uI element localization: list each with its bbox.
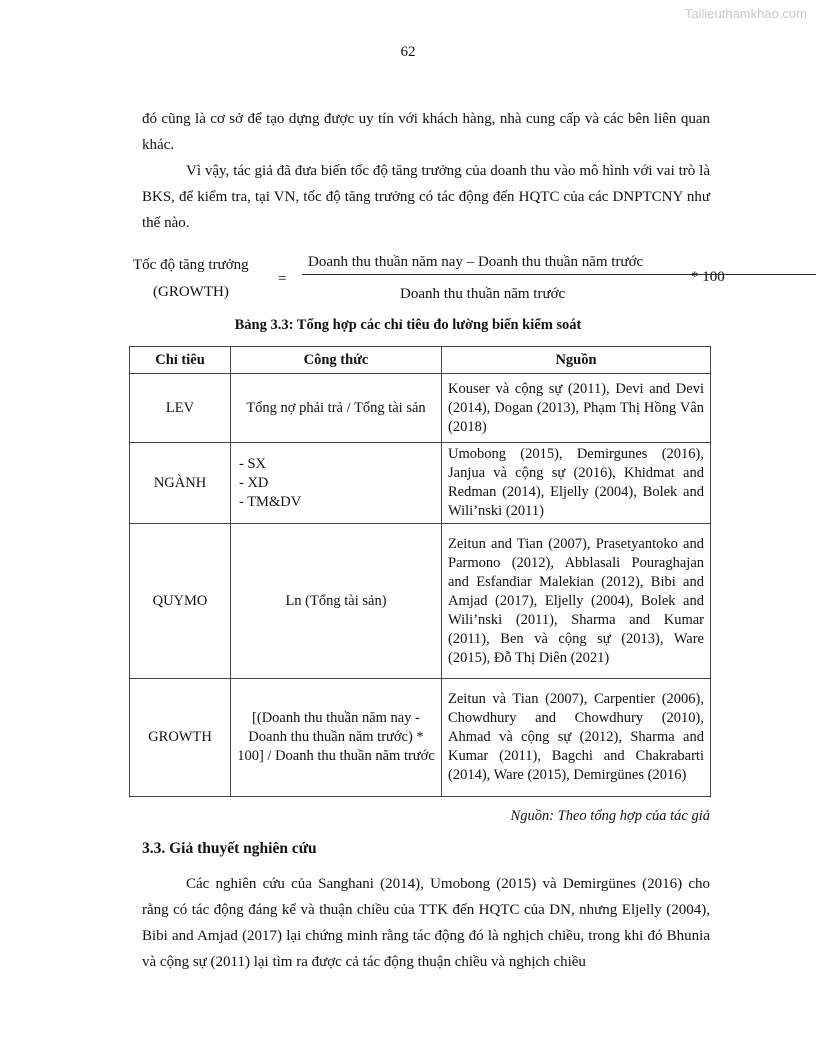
- row-indicator: GROWTH: [130, 679, 231, 797]
- industry-item: - XD: [239, 474, 269, 491]
- table-caption: Bảng 3.3: Tổng hợp các chỉ tiêu đo lường biến kiểm soát: [234, 317, 582, 333]
- watermark: Tailieuthamkhao.com: [684, 6, 807, 21]
- paragraph-3: Các nghiên cứu của Sanghani (2014), Umobong (2015) và Demirgünes (2016) cho rằng có tác động đáng kể và thuận chiều của TTK đến HQTC của DN, nhưng Eljelly (2004), Bibi and Amjad (2017) lại chứng minh rằng tác động đó là nghịch chiều, trong khi đó Bhunia và cộng sự (2011) lại tìm ra được cả tác động thuận chiều và nghịch chiều: [142, 876, 710, 970]
- header-formula: Công thức: [231, 347, 442, 374]
- row-indicator: NGÀNH: [130, 443, 231, 524]
- paragraph-1: đó cũng là cơ sở để tạo dựng được uy tín với khách hàng, nhà cung cấp và các bên liên quan khác.: [142, 111, 710, 153]
- formula-multiplier: * 100: [691, 269, 725, 285]
- row-formula: Ln (Tổng tài sản): [231, 524, 442, 679]
- formula-numerator: Doanh thu thuần năm nay – Doanh thu thuần năm trước: [308, 254, 644, 270]
- row-formula: [231, 443, 442, 524]
- table-header-row: [130, 347, 711, 374]
- row-sources: Zeitun và Tian (2007), Carpentier (2006), Chowdhury and Chowdhury (2010), Ahmad và cộng sự (2012), Sharma and Kumar (2011), Bagchi and Chakrabarti (2014), Ware (2015), Demirgünes (2016): [442, 679, 711, 797]
- row-sources: Umobong (2015), Demirgunes (2016), Janjua và cộng sự (2016), Khidmat and Redman (2014), Eljelly (2004), Bolek and Wili’nski (2011): [442, 443, 711, 524]
- table-row: [130, 374, 711, 443]
- formula-equals: =: [278, 271, 287, 287]
- fraction-bar: [302, 274, 816, 275]
- row-sources: Zeitun and Tian (2007), Prasetyantoko and Parmono (2012), Abblasali Pouraghajan and Esfandiar Malekian (2012), Bibi and Amjad (2017), Eljelly (2004), Bolek and Wili’nski (2011), Sharma and Kumar (2011), Ben và cộng sự (2013), Ware (2015), Đỗ Thị Diên (2021): [442, 524, 711, 679]
- formula-denominator: Doanh thu thuần năm trước: [400, 286, 566, 302]
- industry-item: - TM&DV: [239, 493, 302, 510]
- row-sources: Kouser và cộng sự (2011), Devi and Devi (2014), Dogan (2013), Phạm Thị Hồng Vân (2018): [442, 374, 711, 443]
- row-indicator: QUYMO: [130, 524, 231, 679]
- row-indicator: LEV: [130, 374, 231, 443]
- paragraph-2: Vì vậy, tác giả đã đưa biến tốc độ tăng trưởng của doanh thu vào mô hình với vai trò là BKS, để kiểm tra, tại VN, tốc độ tăng trưởng có tác động đến HQTC của các DNPTCNY như thế nào.: [142, 163, 710, 231]
- formula-lhs-code: (GROWTH): [153, 284, 229, 300]
- table-row: [130, 679, 711, 797]
- row-formula: [(Doanh thu thuần năm nay - Doanh thu thuần năm trước) * 100] / Doanh thu thuần năm trước: [231, 679, 442, 797]
- page-number: 62: [400, 44, 416, 60]
- header-indicator: Chỉ tiêu: [130, 347, 231, 374]
- table-source-note: Nguồn: Theo tổng hợp của tác giả: [510, 808, 710, 824]
- table-row: [130, 443, 711, 524]
- header-source: Nguồn: [442, 347, 711, 374]
- row-formula: Tổng nợ phải trả / Tổng tài sản: [231, 374, 442, 443]
- section-heading: 3.3. Giả thuyết nghiên cứu: [142, 840, 317, 857]
- formula-lhs-label: Tốc độ tăng trưởng: [133, 257, 249, 273]
- industry-item: - SX: [239, 455, 266, 472]
- table-row: [130, 524, 711, 679]
- growth-formula: [130, 254, 730, 304]
- control-variables-table: [129, 346, 711, 797]
